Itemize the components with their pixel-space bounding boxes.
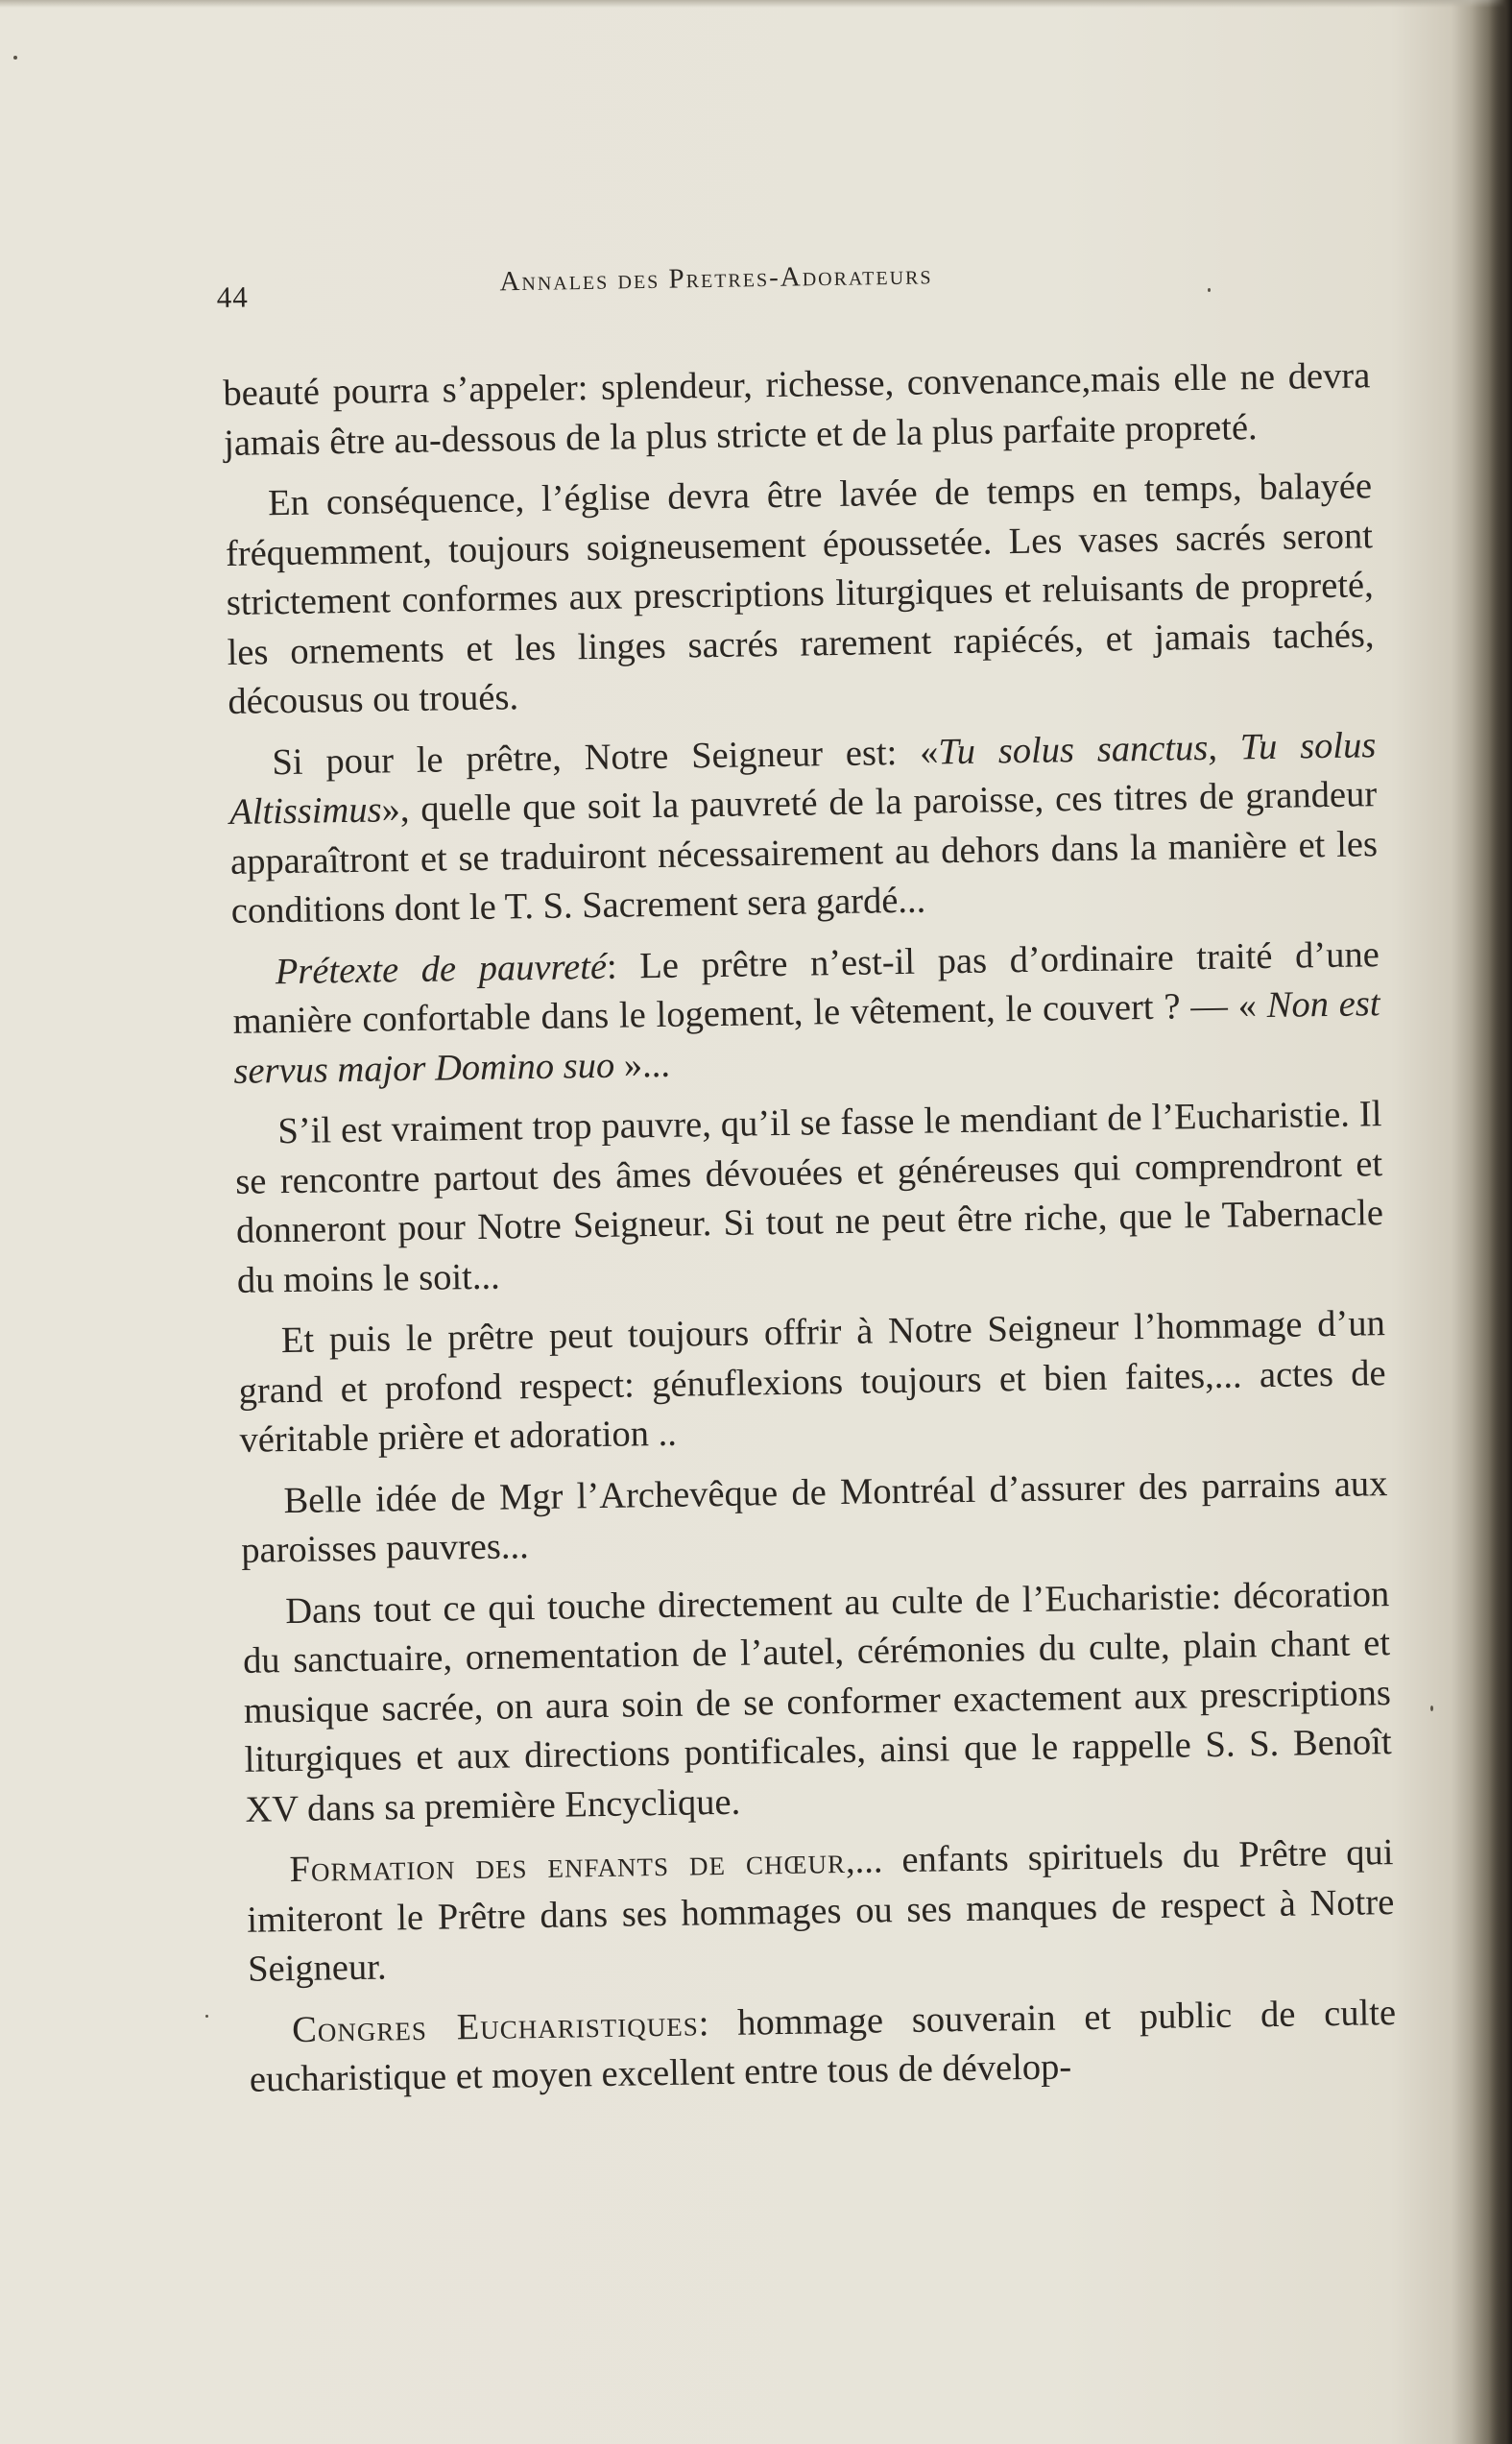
paragraph-2: En conséquence, l’église devra être lavée de temps en temps, balayée fréquemment, toujours soigneusement époussetée. Les vases sacrés seront strictement conformes aux prescriptions liturgiques et reluisants de propreté, les ornements et les linges sacrés rarement rapiécés, et jamais tachés, décousus ou troués. xyxy=(225,466,1375,722)
latin-quote-non-est: Non est servus major Domino suo xyxy=(233,983,1380,1092)
paper-speck xyxy=(1430,1706,1433,1711)
paragraph-10 xyxy=(249,1989,1397,2106)
paragraph-6: Et puis le prêtre peut toujours offrir à Notre Seigneur l’hommage d’un grand et profond respect: génuflexions toujours et bien faites,... actes de véritable prière et adoration .. xyxy=(238,1303,1386,1461)
paragraph-3-lead: Si pour le prêtre, Notre Seigneur est: « xyxy=(272,731,939,783)
paragraph-5: S’il est vraiment trop pauvre, qu’il se fasse le mendiant de l’Eucharistie. Il se rencontre partout des âmes dévouées et généreuses qui comprendront et donneront pour Notre Seigneur. Si tout ne peut être riche, que le Tabernacle du moins le soit... xyxy=(234,1094,1384,1301)
paragraph-9 xyxy=(246,1828,1395,1995)
paragraph-4 xyxy=(231,931,1380,1097)
paragraph-10-text: : hommage souverain et public de culte eucharistique et moyen excellent entre tous de dévelop- xyxy=(249,1992,1397,2100)
paragraph-9-text: ,... enfants spirituels du Prêtre qui imiteront le Prêtre dans ses hommages ou ses manques de respect à Notre Seigneur. xyxy=(247,1832,1395,1990)
paper-speck xyxy=(1208,288,1211,292)
paragraph-1: beauté pourra s’appeler: splendeur, richesse, convenance,mais elle ne devra jamais être au-dessous de la plus stricte et de la plus parfaite propreté. xyxy=(223,355,1371,464)
paragraph-4-tail: »... xyxy=(613,1044,671,1086)
latin-quote-tu-solus: Tu solus sanctus, Tu solus Altissimus xyxy=(228,724,1377,833)
paragraph-3 xyxy=(228,721,1379,937)
running-title: Annales des Pretres-Adorateurs xyxy=(499,259,933,298)
book-spine-shadow xyxy=(1472,0,1512,2444)
paper-speck xyxy=(205,2015,208,2018)
congres-heading: Congres Eucharistiques xyxy=(291,2002,700,2050)
paragraph-7: Belle idée de Mgr l’Archevêque de Montréal d’assurer des parrains aux paroisses pauvres... xyxy=(240,1463,1388,1571)
paper-speck xyxy=(13,56,17,60)
paragraph-4-text: : Le prêtre n’est-il pas d’ordinaire traité d’une manière confortable dans le logement, le vêtement, le couvert ? — « xyxy=(232,933,1380,1042)
paragraph-3-tail: », quelle que soit la pauvreté de la paroisse, ces titres de grandeur apparaîtront et se traduiront nécessairement au dehors dans la manière et les conditions dont le T. S. Sacrement sera gardé... xyxy=(229,774,1379,932)
paragraph-8: Dans tout ce qui touche directement au culte de l’Eucharistie: décoration du sanctuaire, ornementation de l’autel, cérémonies du culte, plain chant et musique sacrée, on aura soin de se conformer exactement aux prescriptions liturgiques et aux directions pontificales, ainsi que le rappelle S. S. Benoît XV dans sa première Encyclique. xyxy=(242,1573,1392,1830)
body-text xyxy=(223,351,1397,2117)
page-top-edge xyxy=(0,0,1512,8)
running-head xyxy=(216,239,1388,315)
page-number: 44 xyxy=(216,279,249,314)
pretexte-heading: Prétexte de pauvreté xyxy=(275,946,608,992)
formation-heading: Formation des enfants de chœur xyxy=(289,1841,847,1891)
